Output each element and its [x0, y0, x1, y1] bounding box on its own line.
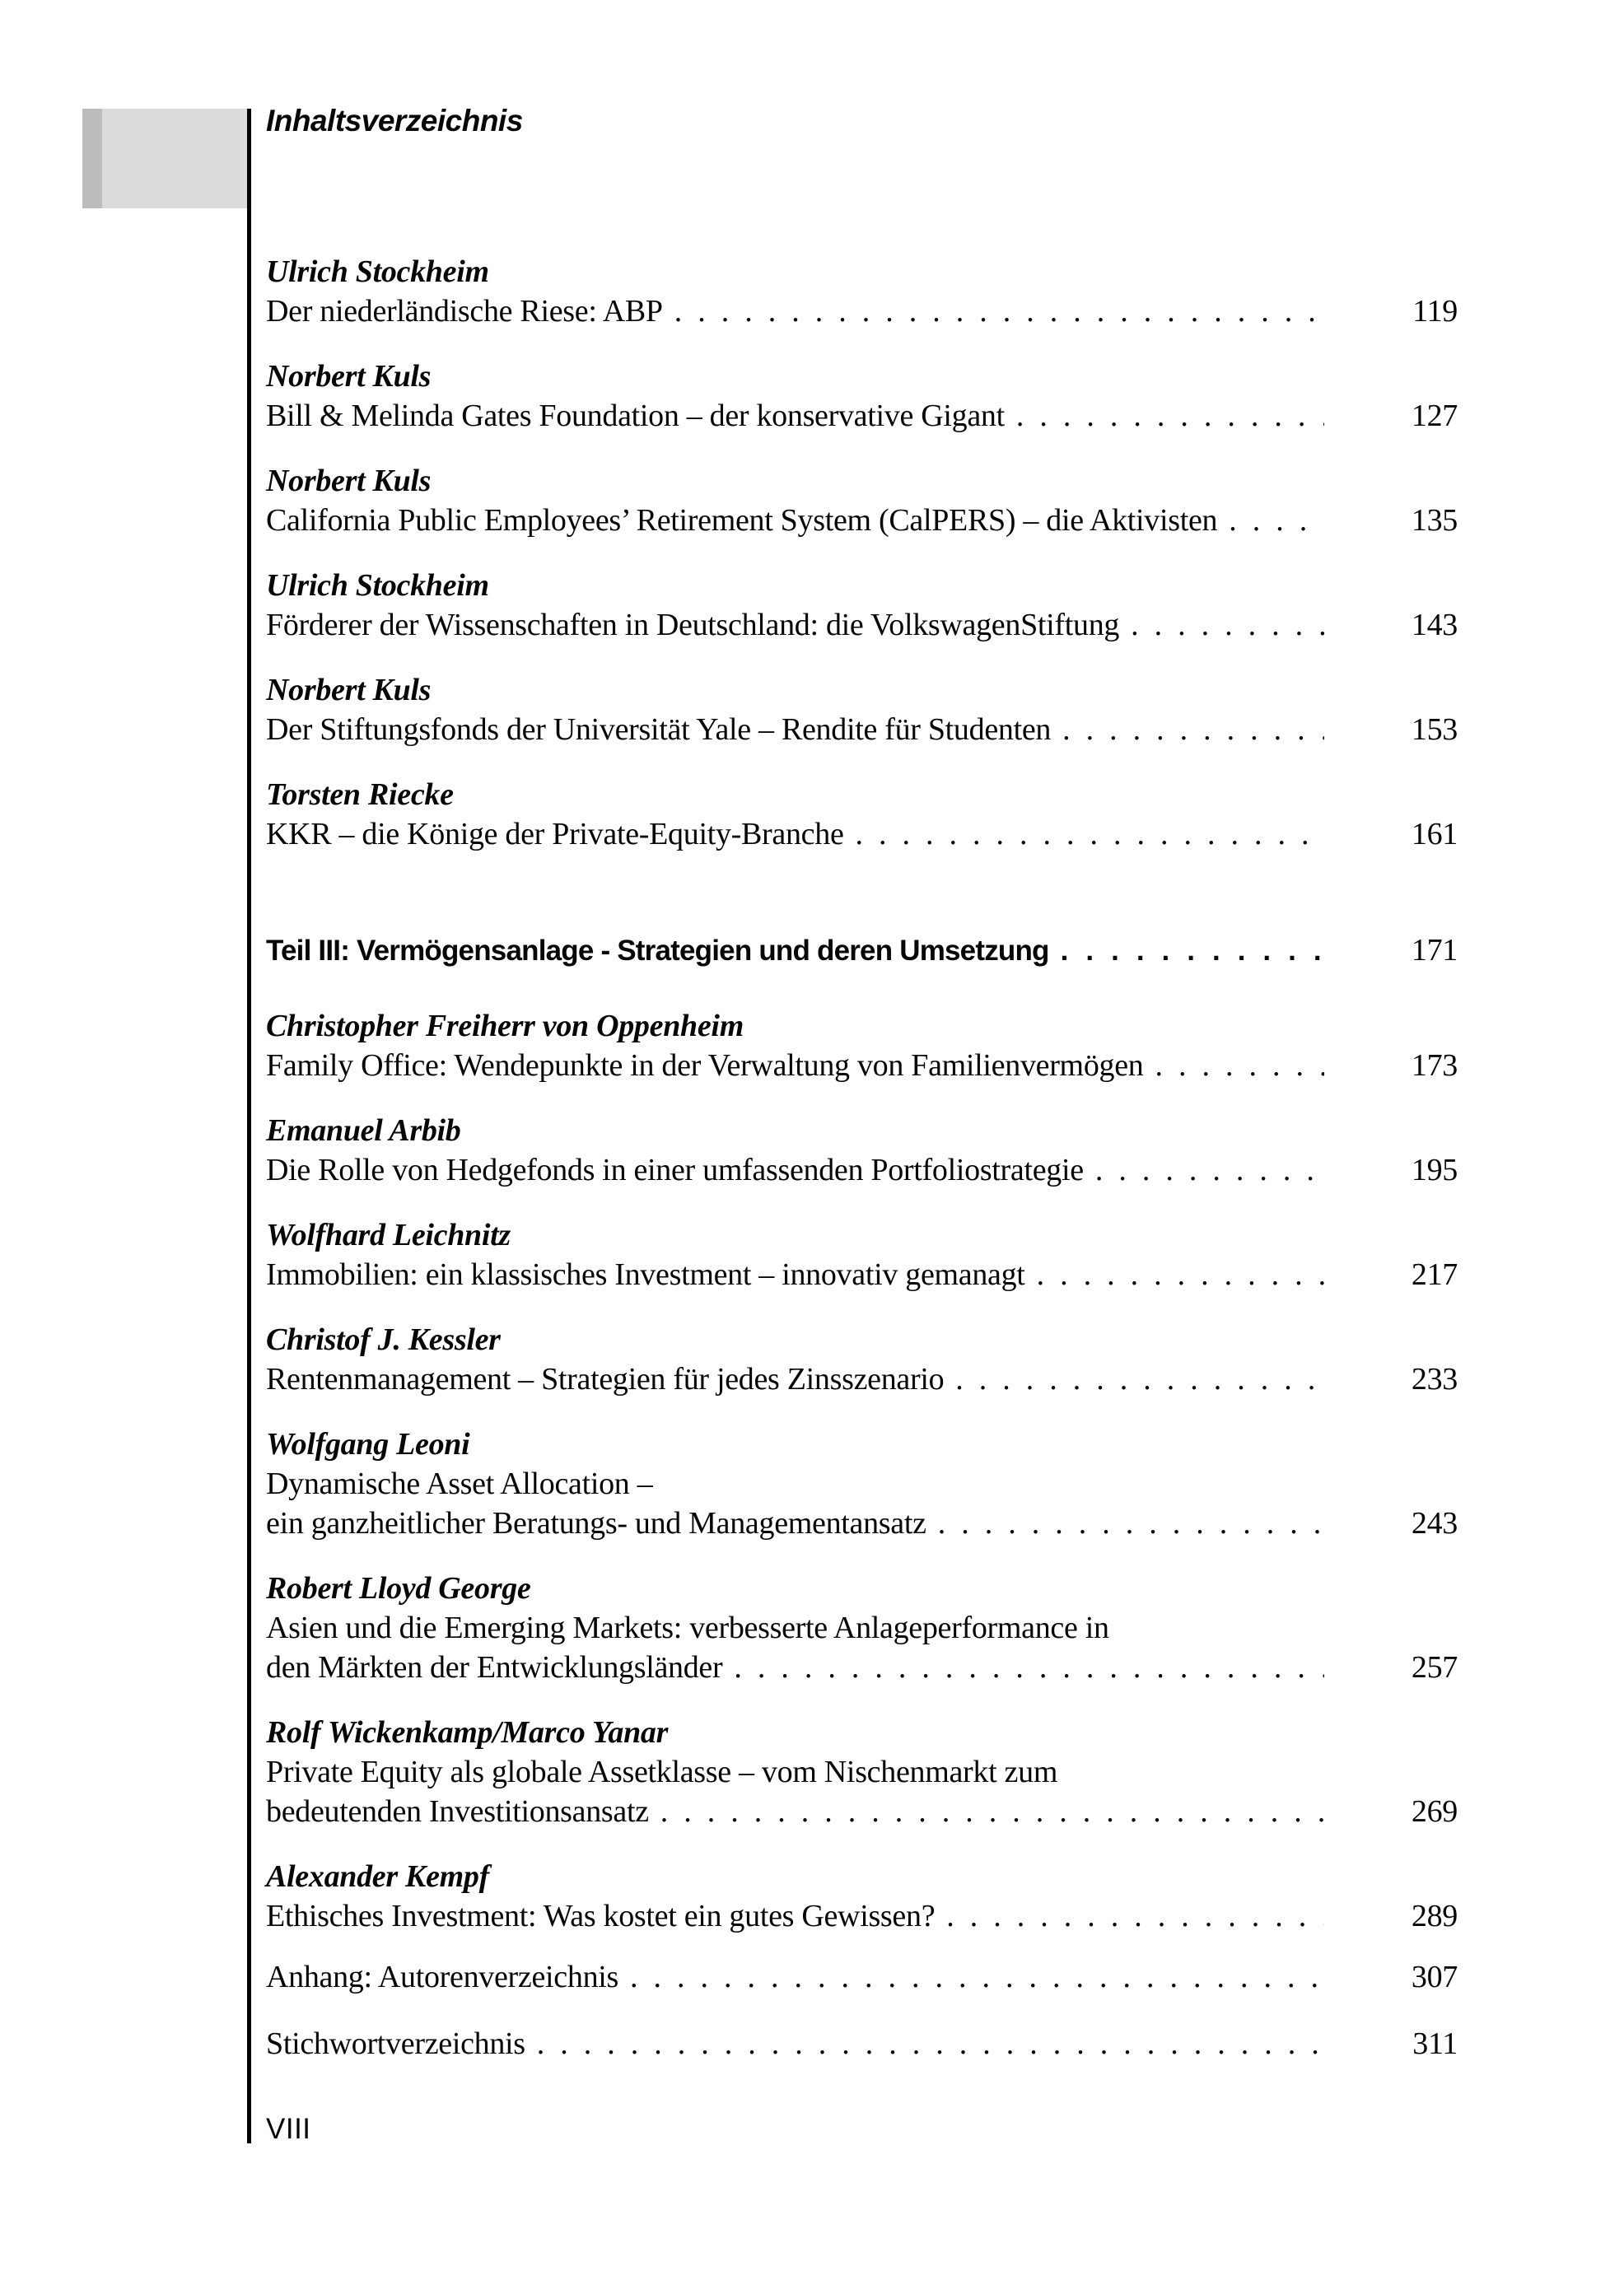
page-number: 135	[1411, 503, 1458, 538]
toc-entry-title: KKR – die Könige der Private-Equity-Branche	[266, 817, 844, 851]
dot-leader	[1131, 605, 1324, 645]
toc-entry	[266, 2024, 1458, 2063]
toc-entry-title: ein ganzheitlicher Beratungs- und Managementansatz	[266, 1506, 926, 1541]
page-number: 173	[1411, 1048, 1458, 1083]
toc-entry-title: Förderer der Wissenschaften in Deutschland: die VolkswagenStiftung	[266, 608, 1120, 642]
toc-entry-title: Immobilien: ein klassisches Investment – innovativ gemanagt	[266, 1257, 1025, 1292]
page-number: 233	[1411, 1362, 1458, 1397]
toc-entry	[266, 461, 1458, 540]
toc-entry-title: Ethisches Investment: Was kostet ein gutes Gewissen?	[266, 1899, 936, 1933]
folio-page-number: VIII	[266, 2113, 311, 2145]
toc-entry-title: Rentenmanagement – Strategien für jedes Zinsszenario	[266, 1362, 945, 1397]
page-number: 171	[1411, 933, 1458, 968]
page-number: 311	[1412, 2026, 1458, 2061]
toc-entry-author: Christopher Freiherr von Oppenheim	[266, 1009, 744, 1043]
toc-entry-author: Norbert Kuls	[266, 359, 432, 394]
page-number: 257	[1411, 1650, 1458, 1685]
toc-entry-author: Norbert Kuls	[266, 464, 432, 498]
toc-list	[266, 252, 1458, 2063]
toc-entry	[266, 1713, 1458, 1831]
toc-entry-author: Wolfgang Leoni	[266, 1427, 470, 1462]
toc-entry	[266, 1320, 1458, 1399]
toc-entry-author: Norbert Kuls	[266, 673, 432, 707]
dot-leader	[660, 1792, 1324, 1831]
dot-leader	[856, 814, 1324, 854]
toc-entry-author: Wolfhard Leichnitz	[266, 1218, 511, 1252]
dot-leader	[1062, 710, 1324, 749]
toc-entry-author: Robert Lloyd George	[266, 1571, 531, 1606]
page-number: 243	[1411, 1506, 1458, 1541]
page-title: Inhaltsverzeichnis	[266, 104, 523, 138]
page-number: 153	[1411, 712, 1458, 747]
page-number: 307	[1411, 1960, 1458, 1994]
toc-entry	[266, 1006, 1458, 1085]
dot-leader	[630, 1957, 1324, 1997]
toc-entry	[266, 357, 1458, 436]
dot-leader	[1016, 396, 1324, 436]
toc-entry-title: den Märkten der Entwicklungsländer	[266, 1650, 723, 1685]
dot-leader	[1061, 930, 1324, 972]
toc-entry-author: Ulrich Stockheim	[266, 568, 489, 603]
toc-entry-author: Ulrich Stockheim	[266, 254, 489, 289]
page-number: 289	[1411, 1899, 1458, 1933]
dot-leader	[1155, 1046, 1325, 1085]
dot-leader	[1037, 1255, 1324, 1294]
toc-entry-title: Dynamische Asset Allocation –	[266, 1467, 653, 1501]
dot-leader	[946, 1896, 1324, 1936]
toc-entry	[266, 1857, 1458, 1936]
toc-entry-title: Der Stiftungsfonds der Universität Yale – Rendite für Studenten	[266, 712, 1052, 747]
toc-entry-title: California Public Employees’ Retirement System (CalPERS) – die Aktivisten	[266, 503, 1218, 538]
margin-tab	[82, 109, 247, 208]
dot-leader	[955, 1359, 1324, 1399]
page-number: 119	[1412, 294, 1458, 329]
toc-entry-title: Family Office: Wendepunkte in der Verwaltung von Familienvermögen	[266, 1048, 1144, 1083]
page-number: 269	[1411, 1794, 1458, 1829]
toc-entry	[266, 1111, 1458, 1190]
toc-entry-title: Anhang: Autorenverzeichnis	[266, 1960, 619, 1994]
toc-entry-title: Der niederländische Riese: ABP	[266, 294, 663, 329]
toc-entry-title: Bill & Melinda Gates Foundation – der konservative Gigant	[266, 399, 1005, 433]
toc-entry-title: Private Equity als globale Assetklasse – vom Nischenmarkt zum	[266, 1755, 1058, 1789]
page-number: 195	[1411, 1153, 1458, 1187]
toc-entry-author: Christof J. Kessler	[266, 1322, 501, 1357]
toc-entry	[266, 1569, 1458, 1687]
toc-entry	[266, 1957, 1458, 1997]
dot-leader	[938, 1504, 1324, 1543]
page-number: 161	[1411, 817, 1458, 851]
vertical-rule	[247, 109, 251, 2143]
toc-entry-title: Stichwortverzeichnis	[266, 2026, 525, 2061]
toc-entry	[266, 775, 1458, 854]
dot-leader	[1229, 501, 1324, 540]
margin-tab-dark-strip	[82, 109, 102, 208]
toc-entry	[266, 670, 1458, 749]
page-number: 143	[1411, 608, 1458, 642]
page-number: 127	[1411, 399, 1458, 433]
toc-entry-title: Asien und die Emerging Markets: verbesserte Anlageperformance in	[266, 1611, 1109, 1645]
toc-entry-author: Emanuel Arbib	[266, 1113, 461, 1148]
toc-entry	[266, 566, 1458, 645]
section-heading-row	[266, 930, 1458, 972]
dot-leader	[674, 291, 1324, 331]
toc-entry	[266, 1425, 1458, 1543]
toc-entry-author: Rolf Wickenkamp/Marco Yanar	[266, 1715, 669, 1750]
dot-leader	[1095, 1150, 1324, 1190]
section-heading: Teil III: Vermögensanlage - Strategien und deren Umsetzung	[266, 935, 1049, 967]
toc-entry	[266, 252, 1458, 331]
toc-entry-title: Die Rolle von Hedgefonds in einer umfassenden Portfoliostrategie	[266, 1153, 1084, 1187]
toc-entry	[266, 1215, 1458, 1294]
dot-leader	[537, 2024, 1324, 2063]
toc-entry-author: Torsten Riecke	[266, 777, 454, 812]
dot-leader	[734, 1648, 1324, 1687]
toc-entry-author: Alexander Kempf	[266, 1859, 489, 1894]
toc-entry-title: bedeutenden Investitionsansatz	[266, 1794, 649, 1829]
page-number: 217	[1411, 1257, 1458, 1292]
